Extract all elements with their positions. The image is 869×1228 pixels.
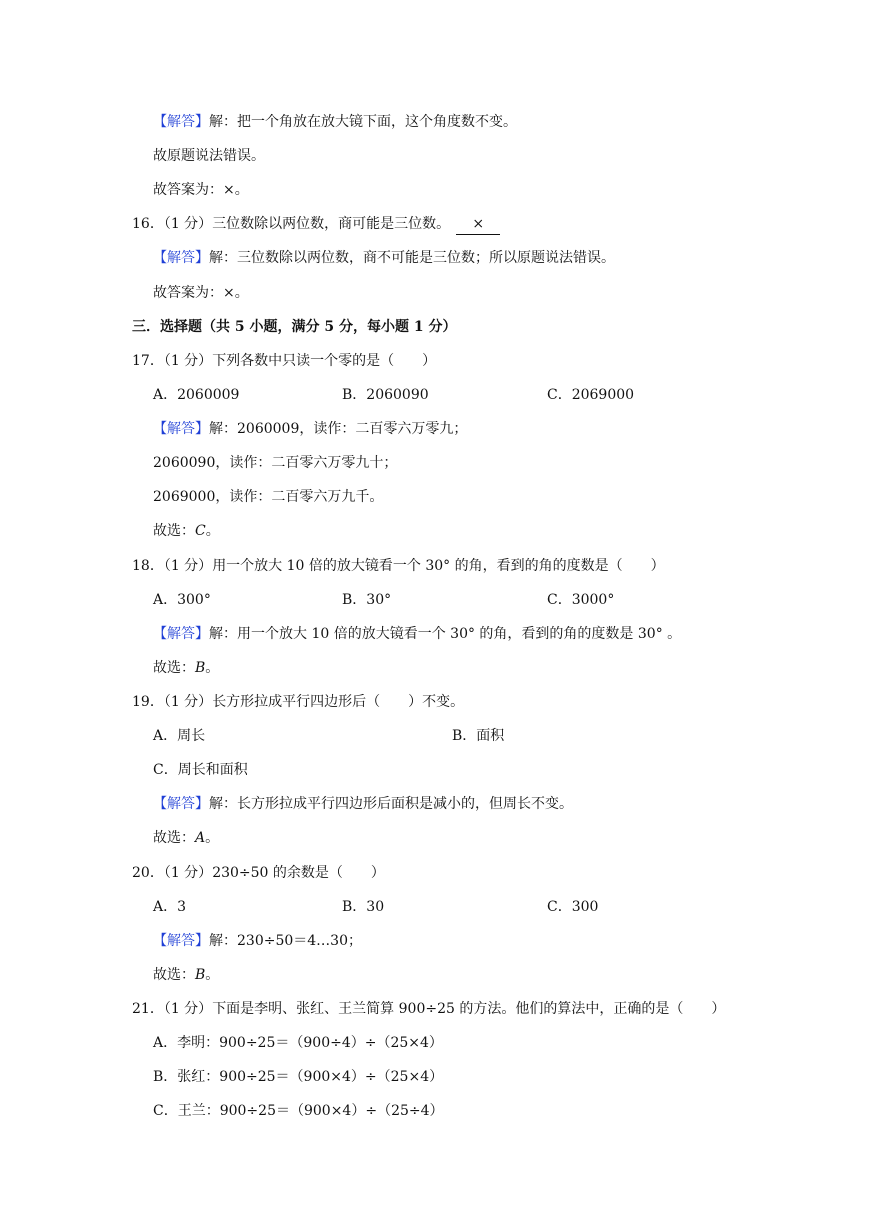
q21-stem [132, 999, 725, 1019]
final-prefix: 故答案为： [153, 182, 223, 198]
choice-letter: A [195, 830, 206, 846]
answer-tag: 【解答】 [153, 796, 209, 812]
q16-stem [132, 214, 500, 235]
question-stem: 长方形拉成平行四边形后（ ）不变。 [212, 694, 465, 710]
final-value: ×。 [223, 182, 249, 198]
answer-tag: 【解答】 [153, 250, 209, 266]
question-number: 21． [132, 1001, 164, 1017]
question-number: 19． [132, 694, 164, 710]
choice-suffix: 。 [205, 967, 220, 983]
q17-option-a: A．2060009 [153, 387, 240, 403]
final-value: ×。 [223, 285, 249, 301]
answer-text: 解：2060009，读作：二百零六万零九； [209, 421, 468, 437]
q15-answer [153, 112, 517, 132]
q20-answer [153, 931, 362, 951]
answer-tag: 【解答】 [153, 421, 209, 437]
choice-suffix: 。 [205, 660, 220, 676]
q17-answer-line3: 2069000，读作：二百零六万九千。 [153, 489, 384, 505]
section-title: 三．选择题（共 5 小题，满分 5 分，每小题 1 分） [132, 319, 457, 335]
question-score: （1 分） [163, 216, 213, 232]
q20-stem [132, 863, 385, 883]
q18-option-a: A．300° [153, 592, 211, 608]
question-stem: 下面是李明、张红、王兰简算 900÷25 的方法。他们的算法中，正确的是（ ） [212, 1001, 726, 1017]
q18-option-c: C．3000° [547, 592, 615, 608]
q20-option-b: B．30 [342, 899, 385, 915]
answer-text: 解：230÷50＝4…30； [209, 933, 362, 949]
q19-option-b: B．面积 [452, 728, 505, 744]
question-score: （1 分） [163, 1001, 213, 1017]
q21-option-c: C．王兰：900÷25＝（900×4）÷（25÷4） [153, 1103, 444, 1119]
question-stem: 下列各数中只读一个零的是（ ） [212, 353, 437, 369]
question-score: （1 分） [163, 865, 213, 881]
choice-prefix: 故选： [153, 660, 195, 676]
final-prefix: 故答案为： [153, 285, 223, 301]
q17-stem [132, 351, 436, 371]
answer-tag: 【解答】 [153, 933, 209, 949]
q17-option-b: B．2060090 [342, 387, 429, 403]
q17-answer-line2: 2060090，读作：二百零六万零九十； [153, 455, 398, 471]
answer-text: 解：把一个角放在放大镜下面，这个角度数不变。 [209, 114, 517, 130]
q16-answer [153, 248, 615, 268]
q19-stem [132, 692, 464, 712]
question-number: 16． [132, 216, 164, 232]
q17-answer [153, 419, 467, 439]
choice-letter: B [195, 967, 206, 983]
question-score: （1 分） [163, 694, 213, 710]
q15-answer-line2: 故原题说法错误。 [153, 148, 265, 164]
choice-prefix: 故选： [153, 830, 195, 846]
question-score: （1 分） [163, 353, 213, 369]
q19-option-a: A．周长 [153, 728, 206, 744]
choice-letter: B [195, 660, 206, 676]
answer-blank: × [456, 214, 500, 235]
answer-tag: 【解答】 [153, 114, 209, 130]
answer-tag: 【解答】 [153, 626, 209, 642]
q17-option-c: C．2069000 [547, 387, 635, 403]
q20-choice [153, 965, 219, 985]
q18-option-b: B．30° [342, 592, 392, 608]
choice-prefix: 故选： [153, 967, 195, 983]
question-number: 17． [132, 353, 164, 369]
question-stem: 三位数除以两位数，商可能是三位数。 [212, 216, 451, 232]
answer-text: 解：用一个放大 10 倍的放大镜看一个 30° 的角，看到的角的度数是 30° 。 [209, 626, 682, 642]
question-stem: 用一个放大 10 倍的放大镜看一个 30° 的角，看到的角的度数是（ ） [212, 558, 665, 574]
question-stem: 230÷50 的余数是（ ） [212, 865, 385, 881]
choice-suffix: 。 [205, 523, 220, 539]
q17-choice [153, 521, 220, 541]
q18-choice [153, 658, 219, 678]
answer-text: 解：三位数除以两位数，商不可能是三位数；所以原题说法错误。 [209, 250, 615, 266]
q19-choice [153, 828, 219, 848]
choice-prefix: 故选： [153, 523, 195, 539]
q19-option-c: C．周长和面积 [153, 762, 248, 778]
question-number: 20． [132, 865, 164, 881]
choice-suffix: 。 [205, 830, 220, 846]
q18-stem [132, 556, 665, 576]
q18-answer [153, 624, 681, 644]
choice-letter: C [195, 523, 206, 539]
q16-final [153, 283, 249, 303]
q15-final [153, 180, 249, 200]
answer-text: 解：长方形拉成平行四边形后面积是减小的，但周长不变。 [209, 796, 573, 812]
q21-option-b: B．张红：900÷25＝（900×4）÷（25×4） [153, 1069, 444, 1085]
q19-answer [153, 794, 573, 814]
q20-option-c: C．300 [547, 899, 599, 915]
question-score: （1 分） [163, 558, 213, 574]
q20-option-a: A．3 [153, 899, 187, 915]
q21-option-a: A．李明：900÷25＝（900÷4）÷（25×4） [153, 1035, 443, 1051]
question-number: 18． [132, 558, 164, 574]
